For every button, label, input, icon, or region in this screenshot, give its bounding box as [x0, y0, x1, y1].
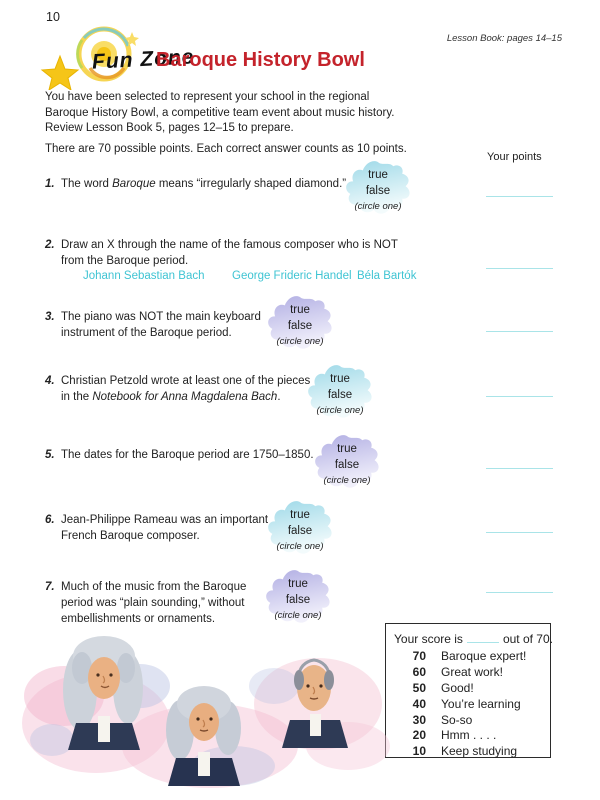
question-4 [45, 373, 310, 405]
question-7 [45, 579, 246, 627]
question-3-line2: instrument of the Baroque period. [61, 327, 232, 339]
score-row [386, 727, 550, 743]
points-blank-1[interactable] [486, 196, 553, 197]
score-label: Good! [441, 680, 474, 695]
question-4-line2-italic: Notebook for Anna Magdalena Bach [92, 391, 278, 403]
question-4-line2 [61, 389, 310, 405]
question-3-number: 3. [45, 311, 55, 323]
true-option[interactable]: true [288, 578, 308, 590]
three-baroque-composers-illustration [18, 628, 390, 796]
score-row [386, 680, 550, 696]
question-7-line3: embellishments or ornaments. [61, 613, 216, 625]
question-2-text [61, 237, 398, 269]
score-title-prefix: Your score is [394, 632, 463, 646]
question-7-truefalse-cloud [256, 569, 340, 635]
score-row [386, 712, 550, 728]
score-points: 30 [412, 712, 426, 727]
question-5 [45, 447, 314, 463]
true-option[interactable]: true [368, 169, 388, 181]
score-points: 60 [412, 664, 426, 679]
circle-one-instruction: (circle one) [274, 610, 322, 621]
question-5-truefalse-cloud [305, 434, 389, 500]
question-6-line1: Jean-Philippe Rameau was an important [61, 514, 269, 526]
question-4-truefalse-cloud [298, 364, 382, 430]
question-4-text [61, 373, 310, 405]
score-label: So-so [441, 712, 473, 727]
question-2 [45, 237, 398, 269]
fun-zone-logo-text: Fun Zone [91, 45, 195, 74]
choice-bela-bartok[interactable]: Béla Bartók [357, 270, 417, 282]
score-row [386, 696, 550, 712]
false-option[interactable]: false [287, 525, 313, 537]
question-4-line2-pre: in the [61, 391, 93, 403]
question-6-number: 6. [45, 514, 55, 526]
question-3-text [61, 309, 261, 341]
question-2-line2: from the Baroque period. [61, 255, 189, 267]
false-option[interactable]: false [365, 185, 391, 197]
question-7-number: 7. [45, 581, 55, 593]
question-6-line2: French Baroque composer. [61, 530, 200, 542]
false-option[interactable]: false [327, 389, 353, 401]
score-points: 50 [412, 680, 426, 695]
question-1-text-post: means “irregularly shaped diamond.” [155, 178, 347, 190]
your-points-header: Your points [487, 151, 542, 163]
intro-line: Baroque History Bowl, a competitive team event about music history. [45, 106, 395, 119]
question-4-number: 4. [45, 375, 55, 387]
question-7-line2: period was “plain sounding,” without [61, 597, 245, 609]
circle-one-instruction: (circle one) [276, 336, 324, 347]
intro-paragraph [45, 90, 394, 137]
intro-line: Review Lesson Book 5, pages 12–15 to prepare. [45, 122, 294, 134]
score-points: 40 [412, 696, 426, 711]
points-blank-3[interactable] [486, 331, 553, 332]
points-blank-2[interactable] [486, 268, 553, 269]
score-row [386, 664, 550, 680]
score-label: You’re learning [441, 696, 521, 711]
choice-johann-sebastian-bach[interactable]: Johann Sebastian Bach [83, 270, 205, 282]
score-points: 10 [412, 744, 426, 759]
points-blank-5[interactable] [486, 468, 553, 469]
page-number: 10 [46, 10, 60, 24]
score-title-suffix: out of 70. [502, 632, 553, 646]
question-3-line1: The piano was NOT the main keyboard [61, 311, 261, 323]
score-box [385, 623, 551, 758]
points-blank-7[interactable] [486, 592, 553, 593]
circle-one-instruction: (circle one) [276, 541, 324, 552]
question-5-text [61, 447, 314, 463]
question-5-number: 5. [45, 449, 55, 461]
false-option[interactable]: false [287, 320, 313, 332]
circle-one-instruction: (circle one) [354, 201, 402, 212]
question-1-truefalse-cloud [336, 160, 420, 226]
false-option[interactable]: false [285, 594, 311, 606]
question-7-text [61, 579, 246, 627]
question-6-text [61, 512, 268, 544]
circle-one-instruction: (circle one) [323, 475, 371, 486]
score-points: 20 [412, 728, 426, 743]
score-blank[interactable] [467, 631, 499, 643]
question-6-truefalse-cloud [258, 500, 342, 566]
question-7-line1: Much of the music from the Baroque [61, 581, 247, 593]
question-3-truefalse-cloud [258, 295, 342, 361]
question-1-text-pre: The word [61, 178, 113, 190]
question-1-text-italic: Baroque [112, 178, 156, 190]
score-row [386, 648, 550, 664]
question-1-number: 1. [45, 178, 55, 190]
true-option[interactable]: true [330, 373, 350, 385]
score-label: Hmm . . . . [441, 728, 497, 743]
question-4-line2-post: . [277, 391, 281, 403]
score-label: Baroque expert! [441, 648, 527, 663]
question-6 [45, 512, 268, 544]
intro-line: You have been selected to represent your school in the regional [45, 91, 370, 103]
page-title: Baroque History Bowl [156, 49, 365, 71]
question-2-number: 2. [45, 239, 55, 251]
circle-one-instruction: (circle one) [316, 405, 364, 416]
score-label: Great work! [441, 664, 504, 679]
choice-george-frideric-handel[interactable]: George Frideric Handel [232, 270, 352, 282]
score-title [386, 624, 553, 648]
score-row [386, 743, 550, 759]
score-label: Keep studying [441, 744, 518, 759]
question-1-text [61, 176, 346, 192]
question-1 [45, 176, 346, 192]
question-3 [45, 309, 261, 341]
true-option[interactable]: true [290, 304, 310, 316]
true-option[interactable]: true [290, 509, 310, 521]
true-option[interactable]: true [337, 443, 357, 455]
false-option[interactable]: false [334, 459, 360, 471]
points-blank-4[interactable] [486, 396, 553, 397]
question-4-line1: Christian Petzold wrote at least one of the pieces [61, 375, 311, 387]
points-blank-6[interactable] [486, 532, 553, 533]
question-2-line1: Draw an X through the name of the famous composer who is NOT [61, 239, 398, 251]
question-5-line1: The dates for the Baroque period are 1750–1850. [61, 449, 314, 461]
points-info: There are 70 possible points. Each correct answer counts as 10 points. [45, 143, 407, 155]
score-points: 70 [412, 648, 426, 663]
lesson-book-reference: Lesson Book: pages 14–15 [446, 33, 562, 44]
